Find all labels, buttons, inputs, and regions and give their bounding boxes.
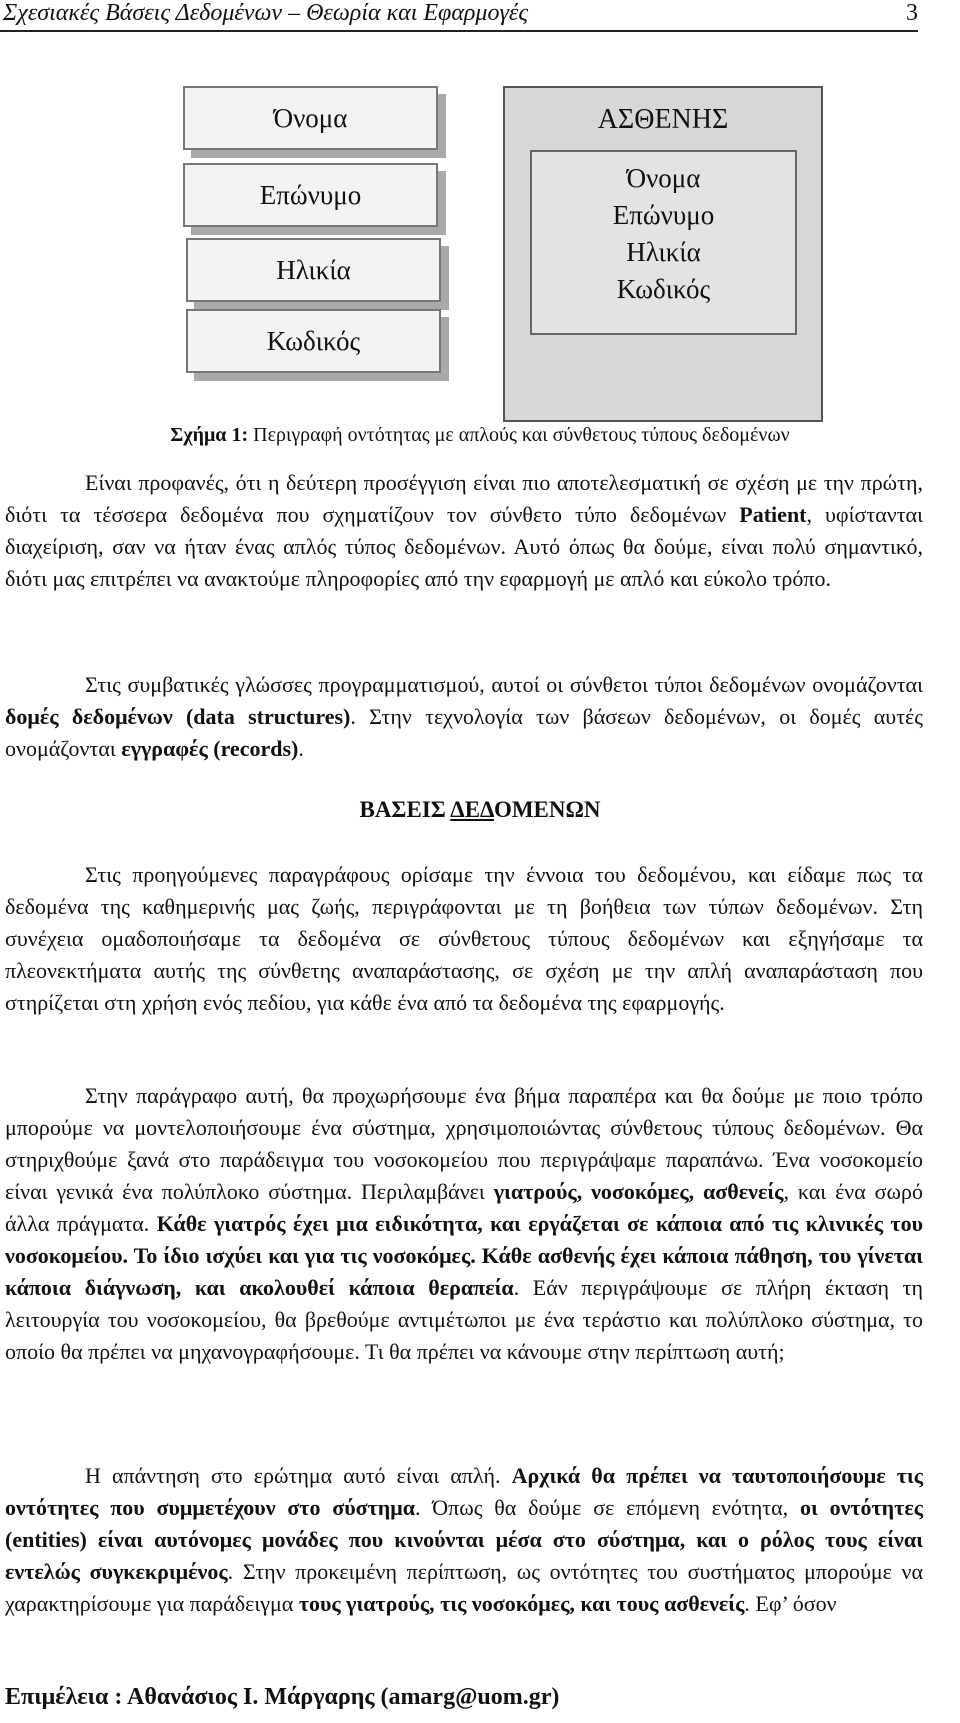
field-label: Επώνυμο xyxy=(259,179,362,210)
entity-field: Όνομα xyxy=(626,163,701,193)
text-run: Η απάντηση στο ερώτημα αυτό είναι απλή. xyxy=(85,1463,512,1488)
entity-field: Επώνυμο xyxy=(612,200,715,230)
entity-field: Ηλικία xyxy=(626,237,701,267)
simple-field-name xyxy=(183,86,438,150)
bold-run: δομές δεδομένων (data structures) xyxy=(5,704,351,729)
caption-label: Σχήμα 1: xyxy=(170,424,249,446)
text-run: Στις συμβατικές γλώσσες προγραμματισμού, αυτοί οι σύνθετοι τύποι δεδομένων ονομάζονται xyxy=(85,672,923,697)
entity-name: ΑΣΘΕΝΗΣ xyxy=(597,104,729,135)
heading-part: ΟΜΕΝΩΝ xyxy=(493,797,601,822)
entity-fields-box xyxy=(530,150,797,335)
bold-run: οι οντότητες (entities) είναι αυτόνομες μονάδες που κινούνται μέσα στο σύστημα, και ο ρόλος τους είναι εντελώς συγκεκριμένος xyxy=(5,1495,923,1584)
paragraph-2 xyxy=(5,669,923,765)
bold-run: Αρχικά θα πρέπει να ταυτοποιήσουμε τις οντότητες που συμμετέχουν στο σύστημα xyxy=(5,1463,923,1520)
text-run: Στις προηγούμενες παραγράφους ορίσαμε την έννοια του δεδομένου, και είδαμε πως τα δεδομένα της καθημερινής μας ζωής, περιγράφονται με τη βοήθεια των τύπων δεδομένων. Στη συνέχεια ομαδοποιήσαμε τα δεδομένα σε σύνθετους τύπους δεδομένων και εξηγήσαμε τα πλεονεκτήματα αυτής της σύνθετης αναπαράστασης, σε σχέση με την απλή αναπαράσταση που στηρίζεται στη χρήση ενός πεδίου, για κάθε ένα από τα δεδομένα της εφαρμογής. xyxy=(5,862,923,1015)
bold-run: εγγραφές (records) xyxy=(121,736,299,761)
field-label: Όνομα xyxy=(273,102,348,133)
page-footer: Επιμέλεια : Αθανάσιος Ι. Μάργαρης (amarg@uom.gr) xyxy=(5,1684,560,1710)
simple-field-surname xyxy=(183,163,438,227)
field-label: Ηλικία xyxy=(276,254,351,285)
text-run: Είναι προφανές, ότι η δεύτερη προσέγγιση είναι πιο αποτελεσματική σε σχέση με την πρώτη, διότι τα τέσσερα δεδομένα που σχηματίζουν τον σύνθετο τύπο δεδομένων xyxy=(5,470,923,527)
entity-field: Κωδικός xyxy=(616,274,711,304)
text-run: Στην παράγραφο αυτή, θα προχωρήσουμε ένα βήμα παραπέρα και θα δούμε με ποιο τρόπο μπορούμε να μοντελοποιήσουμε ένα σύστημα, χρησιμοποιώντας σύνθετους τύπους δεδομένων. Θα στηριχθούμε ξανά στο παράδειγμα του νοσοκομείου που περιγράψαμε παραπάνω. Ένα νοσοκομείο είναι γενικά ένα πολύπλοκο σύστημα. Περιλαμβάνει xyxy=(5,1083,923,1204)
text-run: . xyxy=(298,736,304,761)
bold-run: Κάθε γιατρός έχει μια ειδικότητα, και εργάζεται σε κάποια από τις κλινικές του νοσοκομείου. Το ίδιο ισχύει και για τις νοσοκόμες. Κάθε ασθενής έχει κάποια πάθηση, του γίνεται κάποια διάγνωση, και ακολουθεί κάποια θεραπεία xyxy=(5,1211,923,1300)
heading-underlined: ΔΕΔ xyxy=(450,797,494,822)
paragraph-1 xyxy=(5,467,923,595)
text-run: . Όπως θα δούμε σε επόμενη ενότητα, xyxy=(414,1495,800,1520)
running-title: Σχεσιακές Βάσεις Δεδομένων – Θεωρία και Εφαρμογές xyxy=(3,0,529,26)
text-run: . Εάν περιγράψουμε σε πλήρη έκταση τη λειτουργία του νοσοκομείου, θα βρεθούμε αντιμέτωποι με ένα τεράστιο και πολύπλοκο σύστημα, το οποίο θα πρέπει να μηχανογραφήσουμε. Τι θα πρέπει να κάνουμε στην περίπτωση αυτή; xyxy=(5,1275,923,1364)
page-number: 3 xyxy=(906,0,918,26)
text-run: . Εφ’ όσον xyxy=(744,1591,837,1616)
paragraph-3 xyxy=(5,859,923,1019)
bold-run: Patient xyxy=(739,502,807,527)
simple-field-code xyxy=(186,309,441,373)
caption-text: Περιγραφή οντότητας με απλούς και σύνθετους τύπους δεδομένων xyxy=(248,424,790,446)
simple-field-age xyxy=(186,238,441,302)
field-label: Κωδικός xyxy=(266,325,361,356)
text-run: , υφίστανται διαχείριση, σαν να ήταν ένας απλός τύπος δεδομένων. Αυτό όπως θα δούμε, είναι πολύ σημαντικό, διότι μας επιτρέπει να ανακτούμε πληροφορίες από την εφαρμογή με απλό και εύκολο τρόπο. xyxy=(5,502,923,591)
section-heading xyxy=(0,797,960,823)
heading-part: ΒΑΣΕΙΣ xyxy=(359,797,451,822)
entity-fields xyxy=(532,160,795,308)
entity-patient-box xyxy=(503,86,823,422)
bold-run: τους γιατρούς, τις νοσοκόμες, και τους ασθενείς xyxy=(298,1591,745,1616)
text-run: . Στην προκειμένη περίπτωση, ως οντότητες του συστήματος μπορούμε να χαρακτηρίσουμε για παράδειγμα xyxy=(5,1559,923,1616)
paragraph-5 xyxy=(5,1460,923,1620)
text-run: , και ένα σωρό άλλα πράγματα. xyxy=(5,1179,923,1236)
figure-caption xyxy=(0,424,960,447)
bold-run: γιατρούς, νοσοκόμες, ασθενείς xyxy=(493,1179,784,1204)
paragraph-4 xyxy=(5,1080,923,1368)
text-run: . Στην τεχνολογία των βάσεων δεδομένων, οι δομές αυτές ονομάζονται xyxy=(5,704,923,761)
page-header xyxy=(0,0,918,32)
